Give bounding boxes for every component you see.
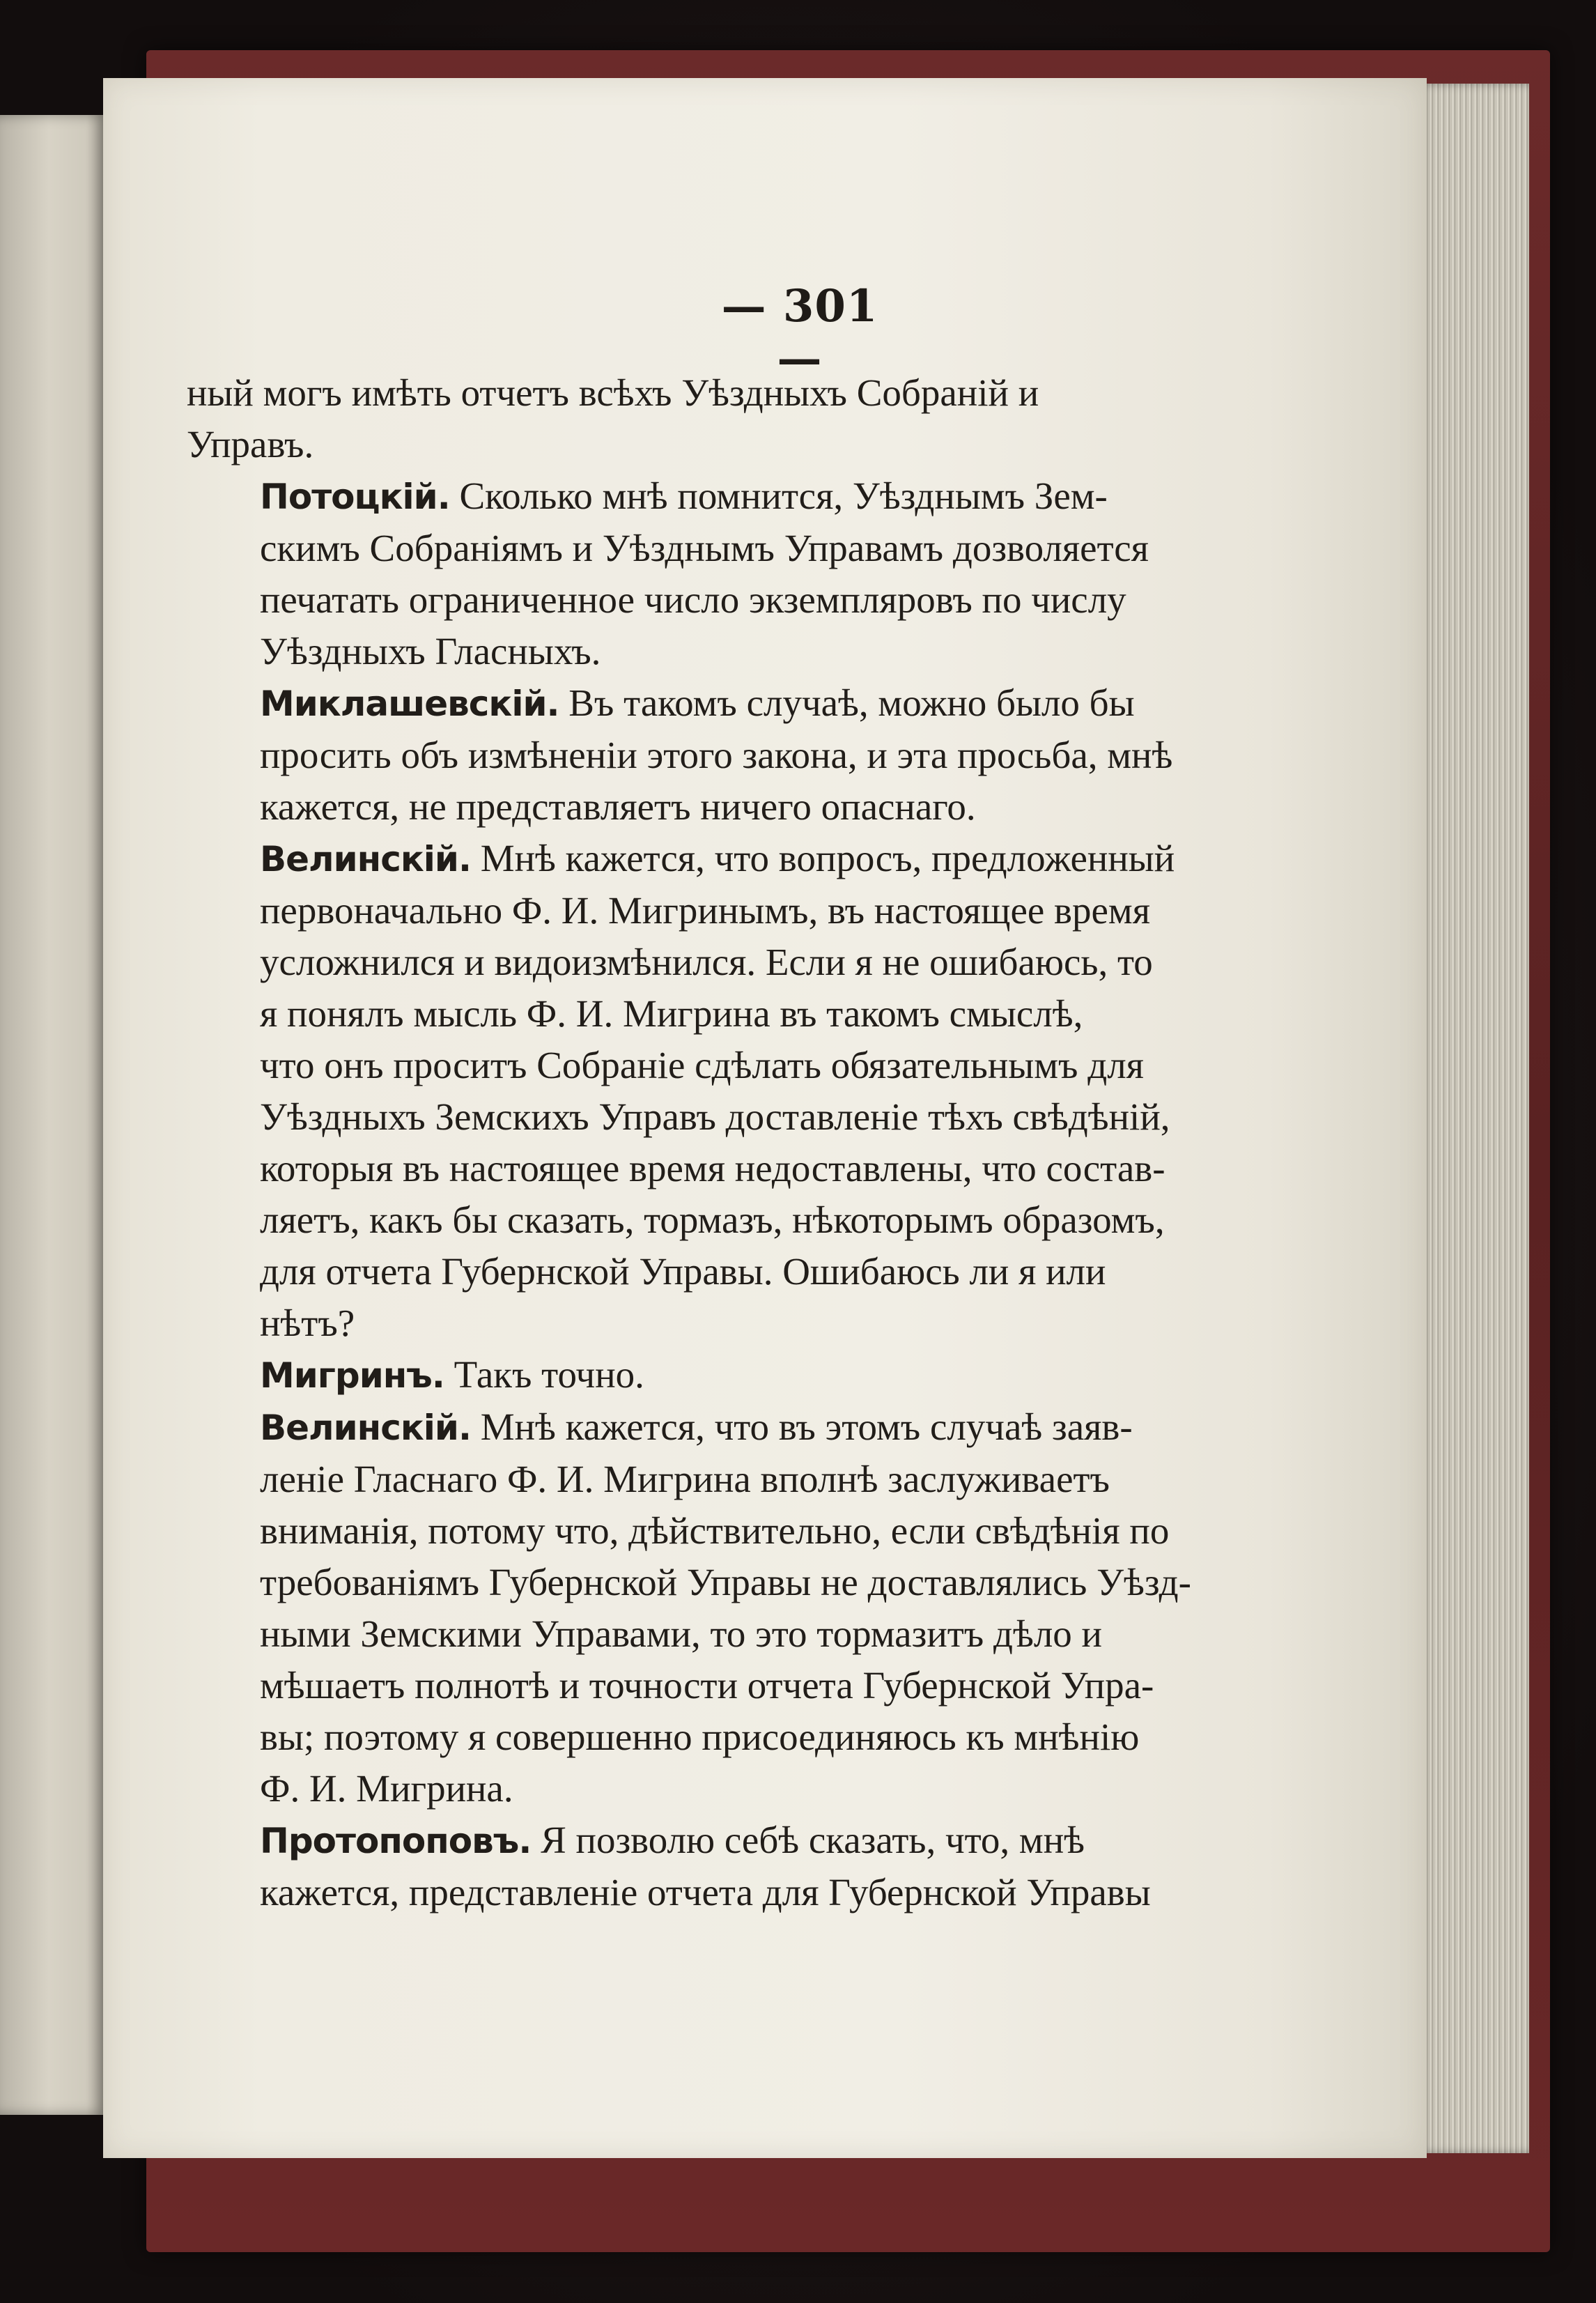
text-line (187, 1246, 1294, 1297)
text-line (187, 470, 1294, 523)
line-text: ными Земскими Управами, то это тормазитъ дѣло и (260, 1612, 1102, 1655)
line-text: Мнѣ кажется, что вопросъ, предложенный (480, 837, 1175, 879)
text-line (187, 574, 1294, 626)
line-text: печатать ограниченное число экземпляровъ по числу (260, 578, 1126, 621)
text-line (187, 367, 1294, 419)
paragraph (187, 1349, 1294, 1401)
line-text: Въ такомъ случаѣ, можно было бы (568, 681, 1135, 724)
text-line (187, 1454, 1294, 1505)
text-line (187, 937, 1294, 988)
line-text: вы; поэтому я совершенно присоединяюсь къ мнѣнію (260, 1716, 1140, 1758)
previous-page-edge (0, 115, 108, 2115)
line-text: Сколько мнѣ помнится, Уѣзднымъ Зем- (459, 475, 1108, 517)
text-line (187, 1763, 1294, 1815)
line-text: скимъ Собраніямъ и Уѣзднымъ Управамъ дозволяется (260, 527, 1149, 569)
text-line (187, 1608, 1294, 1660)
text-line (187, 1297, 1294, 1349)
line-text: для отчета Губернской Управы. Ошибаюсь ли я или (260, 1250, 1106, 1293)
page-block-edges (1418, 84, 1529, 2153)
line-text: кажется, представленіе отчета для Губернской Управы (260, 1871, 1151, 1913)
text-line (187, 1401, 1294, 1454)
line-text: требованіямъ Губернской Управы не доставлялись Уѣзд- (260, 1561, 1191, 1603)
text-line (187, 419, 1294, 470)
line-text: кажется, не представляетъ ничего опаснаго. (260, 785, 976, 828)
text-line (187, 523, 1294, 574)
text-line (187, 1557, 1294, 1608)
paragraph (187, 1401, 1294, 1815)
text-line (187, 1143, 1294, 1194)
paragraph (187, 677, 1294, 833)
text-line (187, 626, 1294, 677)
line-text: мѣшаетъ полнотѣ и точности отчета Губернской Упра- (260, 1664, 1154, 1707)
line-text: вниманія, потому что, дѣйствительно, если свѣдѣнія по (260, 1509, 1170, 1552)
text-line (187, 1815, 1294, 1867)
speaker-name: Велинскій. (260, 839, 471, 879)
text-line (187, 988, 1294, 1040)
line-text: которыя въ настоящее время недоставлены, что состав- (260, 1147, 1165, 1189)
line-text: первоначально Ф. И. Мигринымъ, въ настоящее время (260, 889, 1150, 932)
line-text: нѣтъ? (260, 1302, 355, 1344)
text-line (187, 677, 1294, 730)
speaker-name: Потоцкій. (260, 477, 450, 517)
line-text: ный могъ имѣть отчетъ всѣхъ Уѣздныхъ Собраній и (187, 371, 1039, 414)
speaker-name: Протопоповъ. (260, 1821, 532, 1861)
line-text: ляетъ, какъ бы сказать, тормазъ, нѣкоторымъ образомъ, (260, 1199, 1165, 1241)
line-text: леніе Гласнаго Ф. И. Мигрина вполнѣ заслуживаетъ (260, 1458, 1110, 1500)
text-line (187, 1091, 1294, 1143)
text-line (187, 1505, 1294, 1557)
line-text: я понялъ мысль Ф. И. Мигрина въ такомъ смыслѣ, (260, 992, 1083, 1035)
line-text: Мнѣ кажется, что въ этомъ случаѣ заяв- (480, 1405, 1133, 1448)
paragraph (187, 367, 1294, 470)
speaker-name: Миклашевскій. (260, 684, 559, 724)
text-line (187, 1660, 1294, 1711)
line-text: Уѣздныхъ Гласныхъ. (260, 630, 601, 672)
text-line (187, 1040, 1294, 1091)
line-text: просить объ измѣненіи этого закона, и эта просьба, мнѣ (260, 734, 1173, 776)
text-line (187, 833, 1294, 885)
paragraph (187, 1815, 1294, 1918)
line-text: Управъ. (187, 423, 314, 465)
text-line (187, 730, 1294, 781)
speaker-name: Велинскій. (260, 1408, 471, 1448)
line-text: что онъ проситъ Собраніе сдѣлать обязательнымъ для (260, 1044, 1144, 1086)
paragraph (187, 470, 1294, 677)
line-text: Ф. И. Мигрина. (260, 1767, 513, 1810)
line-text: Такъ точно. (454, 1353, 644, 1396)
paragraph (187, 833, 1294, 1349)
line-text: Я позволю себѣ сказать, что, мнѣ (541, 1819, 1085, 1861)
text-line (187, 1867, 1294, 1918)
speaker-name: Мигринъ. (260, 1355, 444, 1396)
text-line (187, 885, 1294, 937)
text-line (187, 781, 1294, 833)
text-line (187, 1349, 1294, 1401)
text-line (187, 1711, 1294, 1763)
line-text: усложнился и видоизмѣнился. Если я не ошибаюсь, то (260, 941, 1153, 983)
line-text: Уѣздныхъ Земскихъ Управъ доставленіе тѣхъ свѣдѣній, (260, 1095, 1170, 1138)
book-page (103, 78, 1427, 2158)
text-line (187, 1194, 1294, 1246)
page-text (187, 367, 1294, 1918)
page-number: — 301 — (721, 280, 878, 385)
